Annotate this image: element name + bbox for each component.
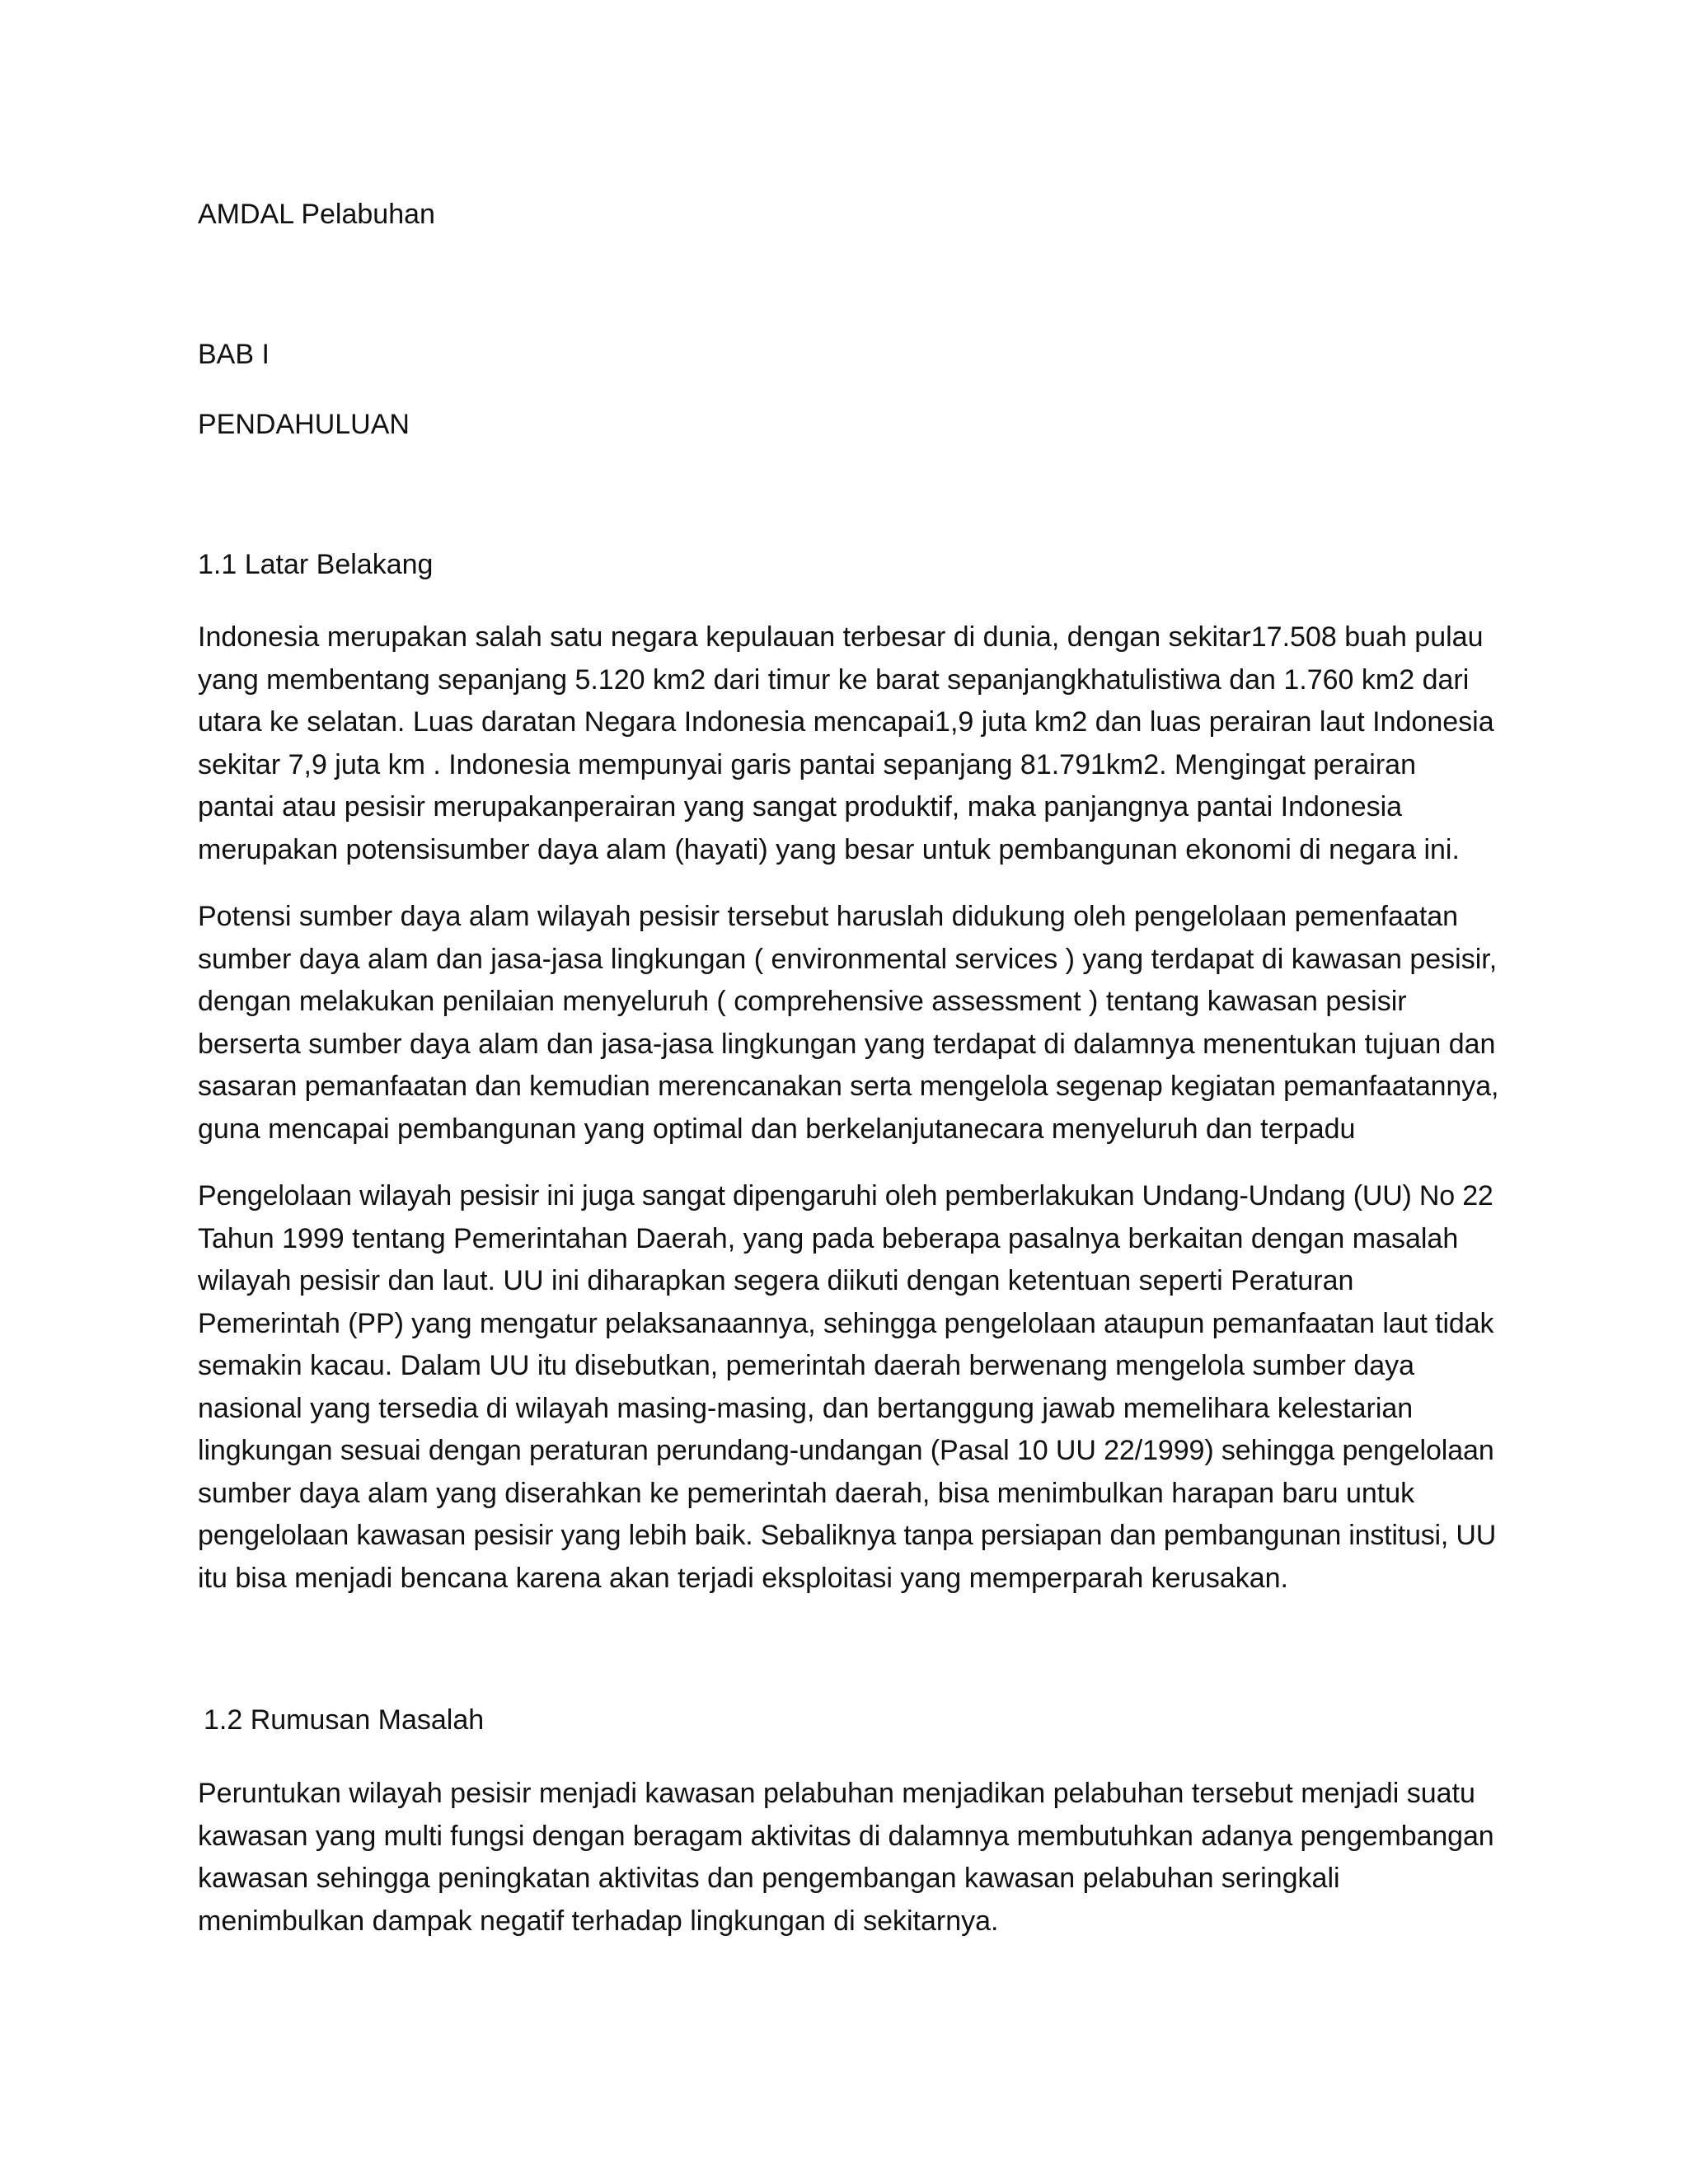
paragraph-latar-belakang-2 [198,896,1500,1151]
paragraph-line: menimbulkan dampak negatif terhadap lingkungan di sekitarnya. [198,1905,999,1937]
paragraph-line: Peruntukan wilayah pesisir menjadi kawasan pelabuhan menjadikan pelabuhan tersebut menjadi suatu [198,1778,1475,1809]
paragraph-line: kawasan sehingga peningkatan aktivitas dan pengembangan kawasan pelabuhan seringkali [198,1863,1340,1894]
paragraph-line: Tahun 1999 tentang Pemerintahan Daerah, yang pada beberapa pasalnya berkaitan dengan masalah [198,1222,1459,1254]
chapter-title: PENDAHULUAN [198,409,410,440]
chapter-number: BAB I [198,339,270,370]
section-heading-rumusan-masalah: 1.2 Rumusan Masalah [204,1704,485,1736]
paragraph-latar-belakang-3 [198,1175,1500,1600]
paragraph-line: Indonesia merupakan salah satu negara kepulauan terbesar di dunia, dengan sekitar17.508 buah pulau [198,621,1484,653]
paragraph-rumusan-masalah-1 [198,1773,1500,1943]
paragraph-line: semakin kacau. Dalam UU itu disebutkan, pemerintah daerah berwenang mengelola sumber daya [198,1350,1415,1381]
paragraph-line: wilayah pesisir dan laut. UU ini diharapkan segera diikuti dengan ketentuan seperti Peraturan [198,1265,1354,1296]
paragraph-line: utara ke selatan. Luas daratan Negara Indonesia mencapai1,9 juta km2 dan luas perairan laut Indonesia [198,706,1494,738]
paragraph-line: sumber daya alam yang diserahkan ke pemerintah daerah, bisa menimbulkan harapan baru untuk [198,1477,1415,1509]
paragraph-line: nasional yang tersedia di wilayah masing-masing, dan bertanggung jawab memelihara kelestarian [198,1392,1414,1424]
paragraph-line: sekitar 7,9 juta km . Indonesia mempunyai garis pantai sepanjang 81.791km2. Mengingat perairan [198,748,1416,780]
paragraph-line: sasaran pemanfaatan dan kemudian merencanakan serta mengelola segenap kegiatan pemanfaatannya, [198,1071,1499,1102]
paragraph-line: itu bisa menjadi bencana karena akan terjadi eksploitasi yang memperparah kerusakan. [198,1562,1288,1594]
paragraph-latar-belakang-1 [198,616,1500,871]
paragraph-line: pantai atau pesisir merupakanperairan yang sangat produktif, maka panjangnya pantai Indonesia [198,791,1403,823]
paragraph-line: pengelolaan kawasan pesisir yang lebih baik. Sebaliknya tanpa persiapan dan pembangunan institusi, UU [198,1520,1497,1551]
paragraph-line: dengan melakukan penilaian menyeluruh ( comprehensive assessment ) tentang kawasan pesisir [198,986,1407,1017]
paragraph-line: Potensi sumber daya alam wilayah pesisir tersebut haruslah didukung oleh pengelolaan pemenfaatan [198,901,1459,932]
paragraph-line: merupakan potensisumber daya alam (hayati) yang besar untuk pembangunan ekonomi di negara ini. [198,833,1460,865]
paragraph-line: guna mencapai pembangunan yang optimal dan berkelanjutanecara menyeluruh dan terpadu [198,1113,1356,1145]
paragraph-line: yang membentang sepanjang 5.120 km2 dari timur ke barat sepanjangkhatulistiwa dan 1.760 km2 dari [198,663,1470,696]
paragraph-line: sumber daya alam dan jasa-jasa lingkungan ( environmental services ) yang terdapat di kawasan pesisir, [198,943,1498,975]
document-title: AMDAL Pelabuhan [198,199,435,230]
paragraph-line: kawasan yang multi fungsi dengan beragam aktivitas di dalamnya membutuhkan adanya pengembangan [198,1820,1494,1852]
section-heading-latar-belakang: 1.1 Latar Belakang [198,549,434,580]
paragraph-line: lingkungan sesuai dengan peraturan perundang-undangan (Pasal 10 UU 22/1999) sehingga pengelolaan [198,1435,1494,1466]
paragraph-line: Pengelolaan wilayah pesisir ini juga sangat dipengaruhi oleh pemberlakukan Undang-Undang (UU) No 22 [198,1180,1493,1212]
paragraph-line: Pemerintah (PP) yang mengatur pelaksanaannya, sehingga pengelolaan ataupun pemanfaatan laut tidak [198,1307,1494,1339]
paragraph-line: berserta sumber daya alam dan jasa-jasa lingkungan yang terdapat di dalamnya menentukan tujuan dan [198,1028,1496,1060]
